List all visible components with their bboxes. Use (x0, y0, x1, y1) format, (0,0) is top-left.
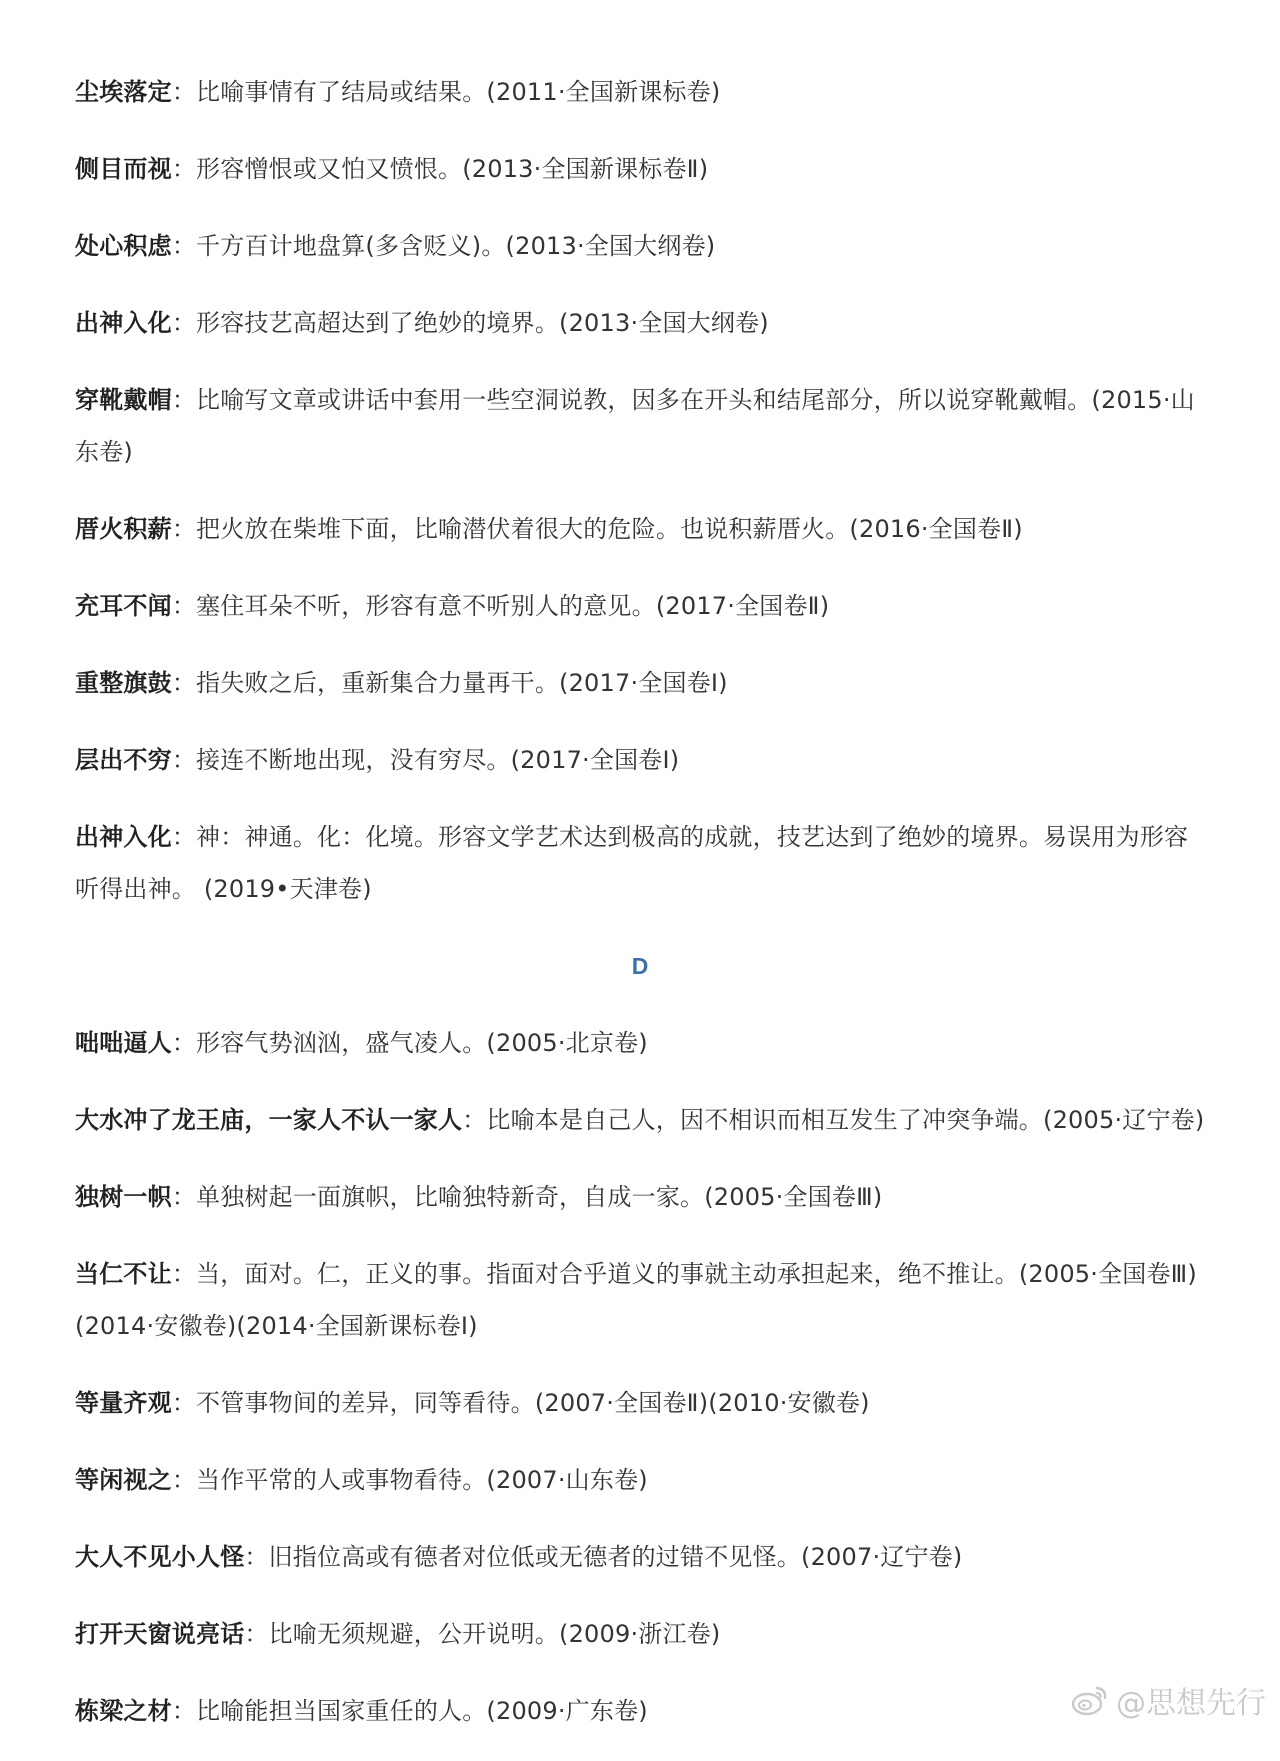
idiom-definition: 指失败之后，重新集合力量再干。(2017·全国卷Ⅰ) (196, 669, 728, 697)
idiom-definition: 形容气势汹汹，盛气凌人。(2005·北京卷) (196, 1029, 648, 1057)
separator: ： (171, 1389, 197, 1417)
idiom-term: 等闲视之 (75, 1466, 172, 1494)
watermark (1070, 1678, 1266, 1722)
idiom-definition: 单独树起一面旗帜，比喻独特新奇，自成一家。(2005·全国卷Ⅲ) (196, 1183, 883, 1211)
idiom-definition: 塞住耳朵不听，形容有意不听别人的意见。(2017·全国卷Ⅱ) (196, 592, 830, 620)
separator: ： (171, 592, 197, 620)
idiom-term: 重整旗鼓 (75, 669, 172, 697)
section-heading-d: D (631, 953, 649, 979)
idiom-definition: 接连不断地出现，没有穷尽。(2017·全国卷Ⅰ) (196, 746, 680, 774)
watermark-text: @思想先行 (1116, 1686, 1266, 1721)
separator: ： (171, 746, 197, 774)
separator: ： (171, 155, 197, 183)
idiom-term: 充耳不闻 (75, 592, 172, 620)
idiom-definition: 不管事物间的差异，同等看待。(2007·全国卷Ⅱ)(2010·安徽卷) (196, 1389, 870, 1417)
separator: ： (171, 1183, 197, 1211)
idiom-entry (75, 297, 1205, 349)
idiom-entry (75, 374, 1205, 478)
idiom-entry (75, 734, 1205, 786)
idiom-entry (75, 1017, 1205, 1069)
idiom-term: 侧目而视 (75, 155, 172, 183)
idiom-entry (75, 1094, 1205, 1146)
idiom-term: 穿靴戴帽 (75, 386, 172, 414)
idiom-entry (75, 1248, 1205, 1352)
idiom-term: 咄咄逼人 (75, 1029, 172, 1057)
idiom-entry (75, 66, 1205, 118)
idiom-definition: 把火放在柴堆下面，比喻潜伏着很大的危险。也说积薪厝火。(2016·全国卷Ⅱ) (196, 515, 1023, 543)
idiom-definition: 当作平常的人或事物看待。(2007·山东卷) (196, 1466, 648, 1494)
separator: ： (171, 309, 197, 337)
idiom-term: 打开天窗说亮话 (75, 1620, 245, 1648)
separator: ： (244, 1543, 269, 1571)
idiom-term: 层出不穷 (75, 746, 172, 774)
idiom-entry (75, 143, 1205, 195)
separator: ： (171, 386, 197, 414)
separator: ： (171, 1697, 197, 1725)
article-body (75, 66, 1205, 1761)
idiom-entry (75, 1608, 1205, 1660)
idiom-entry (75, 1685, 1205, 1737)
idiom-entry (75, 657, 1205, 709)
idiom-definition: 千方百计地盘算(多含贬义)。(2013·全国大纲卷) (196, 232, 716, 260)
idiom-term: 厝火积薪 (75, 515, 172, 543)
idiom-term: 大人不见小人怪 (75, 1543, 245, 1571)
idiom-term: 出神入化 (75, 823, 172, 851)
idiom-term: 大水冲了龙王庙，一家人不认一家人 (75, 1106, 463, 1134)
separator: ： (171, 823, 197, 851)
idiom-term: 处心积虑 (75, 232, 172, 260)
idiom-term: 等量齐观 (75, 1389, 172, 1417)
idiom-entry (75, 811, 1205, 915)
separator: ： (171, 232, 197, 260)
separator: ： (171, 515, 197, 543)
idiom-entry (75, 220, 1205, 272)
idiom-entry (75, 503, 1205, 555)
idiom-definition: 比喻本是自己人，因不相识而相互发生了冲突争端。(2005·辽宁卷) (486, 1106, 1205, 1134)
idiom-term: 出神入化 (75, 309, 172, 337)
separator: ： (171, 78, 197, 106)
idiom-entry (75, 1377, 1205, 1429)
separator: ： (462, 1106, 487, 1134)
idiom-definition: 比喻写文章或讲话中套用一些空洞说教，因多在开头和结尾部分，所以说穿靴戴帽。(2015·山东卷) (75, 386, 1195, 466)
idiom-entry (75, 580, 1205, 632)
idiom-definition: 比喻无须规避，公开说明。(2009·浙江卷) (268, 1620, 721, 1648)
idiom-term: 栋梁之材 (75, 1697, 172, 1725)
weibo-icon (1070, 1683, 1110, 1717)
idiom-definition: 比喻能担当国家重任的人。(2009·广东卷) (196, 1697, 648, 1725)
idiom-definition: 旧指位高或有德者对位低或无德者的过错不见怪。(2007·辽宁卷) (268, 1543, 963, 1571)
separator: ： (171, 1260, 197, 1288)
separator: ： (171, 1466, 197, 1494)
idiom-definition: 比喻事情有了结局或结果。(2011·全国新课标卷) (196, 78, 721, 106)
idiom-term: 独树一帜 (75, 1183, 172, 1211)
separator: ： (244, 1620, 269, 1648)
separator: ： (171, 1029, 197, 1057)
idiom-term: 当仁不让 (75, 1260, 172, 1288)
idiom-definition: 形容技艺高超达到了绝妙的境界。(2013·全国大纲卷) (196, 309, 769, 337)
idiom-entry (75, 1171, 1205, 1223)
separator: ： (171, 669, 197, 697)
idiom-definition: 神：神通。化：化境。形容文学艺术达到极高的成就，技艺达到了绝妙的境界。易误用为形容听得出神。 (2019•天津卷) (75, 823, 1189, 903)
idiom-definition: 形容憎恨或又怕又愤恨。(2013·全国新课标卷Ⅱ) (196, 155, 709, 183)
idiom-term: 尘埃落定 (75, 78, 172, 106)
idiom-entry (75, 1531, 1205, 1583)
idiom-entry (75, 1454, 1205, 1506)
idiom-definition: 当，面对。仁，正义的事。指面对合乎道义的事就主动承担起来，绝不推让。(2005·全国卷Ⅲ)(2014·安徽卷)(2014·全国新课标卷Ⅰ) (75, 1260, 1197, 1340)
